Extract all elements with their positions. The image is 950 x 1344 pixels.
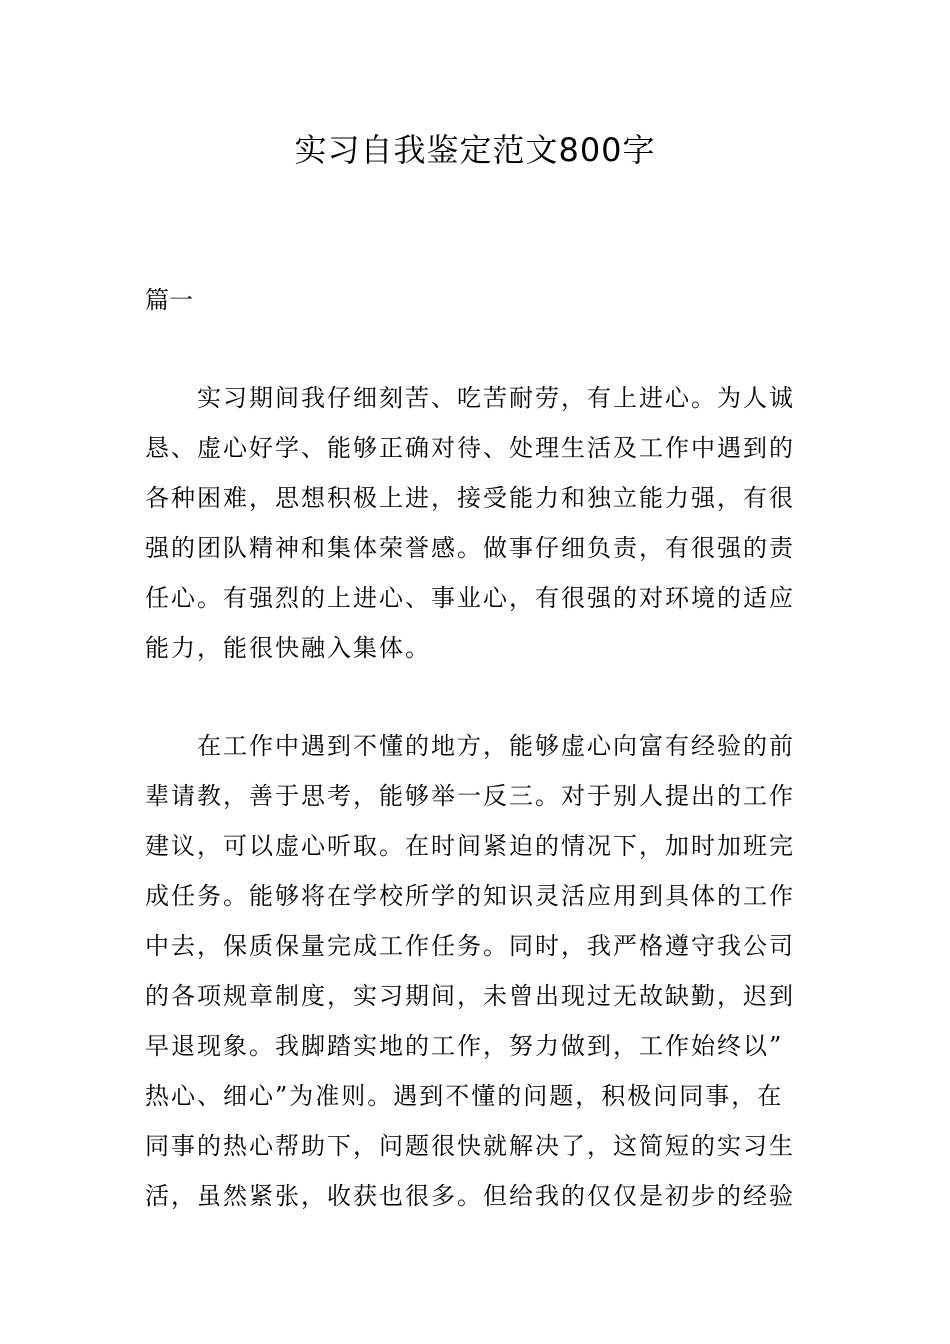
paragraph-2-line-2: 辈请教，善于思考，能够举一反三。对于别人提出的工作 — [145, 782, 795, 810]
paragraph-2-line-4: 成任务。能够将在学校所学的知识灵活应用到具体的工作 — [145, 882, 795, 910]
paragraph-2-line-9: 同事的热心帮助下，问题很快就解决了，这简短的实习生 — [145, 1132, 795, 1160]
document-title: 实习自我鉴定范文800字 — [294, 131, 656, 169]
paragraph-2-line-7: 早退现象。我脚踏实地的工作，努力做到，工作始终以” — [145, 1032, 784, 1060]
paragraph-1-line-1: 实习期间我仔细刻苦、吃苦耐劳，有上进心。为人诚 — [197, 384, 795, 412]
paragraph-2-line-10: 活，虽然紧张，收获也很多。但给我的仅仅是初步的经验 — [145, 1182, 795, 1210]
paragraph-2-line-3: 建议，可以虚心听取。在时间紧迫的情况下，加时加班完 — [145, 832, 795, 860]
paragraph-1-line-3: 各种困难，思想积极上进，接受能力和独立能力强，有很 — [145, 484, 795, 512]
paragraph-2-line-1: 在工作中遇到不懂的地方，能够虚心向富有经验的前 — [197, 732, 795, 760]
paragraph-2-line-5: 中去，保质保量完成工作任务。同时，我严格遵守我公司 — [145, 932, 795, 960]
paragraph-2-line-8: 热心、细心”为准则。遇到不懂的问题，积极问同事，在 — [145, 1082, 784, 1110]
paragraph-1-line-2: 恳、虚心好学、能够正确对待、处理生活及工作中遇到的 — [145, 434, 795, 462]
paragraph-2-line-6: 的各项规章制度，实习期间，未曾出现过无故缺勤，迟到 — [145, 982, 795, 1010]
paragraph-1-line-5: 任心。有强烈的上进心、事业心，有很强的对环境的适应 — [145, 584, 795, 612]
paragraph-1-line-6: 能力，能很快融入集体。 — [145, 634, 431, 662]
section-heading: 篇一 — [145, 286, 193, 314]
paragraph-1-line-4: 强的团队精神和集体荣誉感。做事仔细负责，有很强的责 — [145, 534, 795, 562]
